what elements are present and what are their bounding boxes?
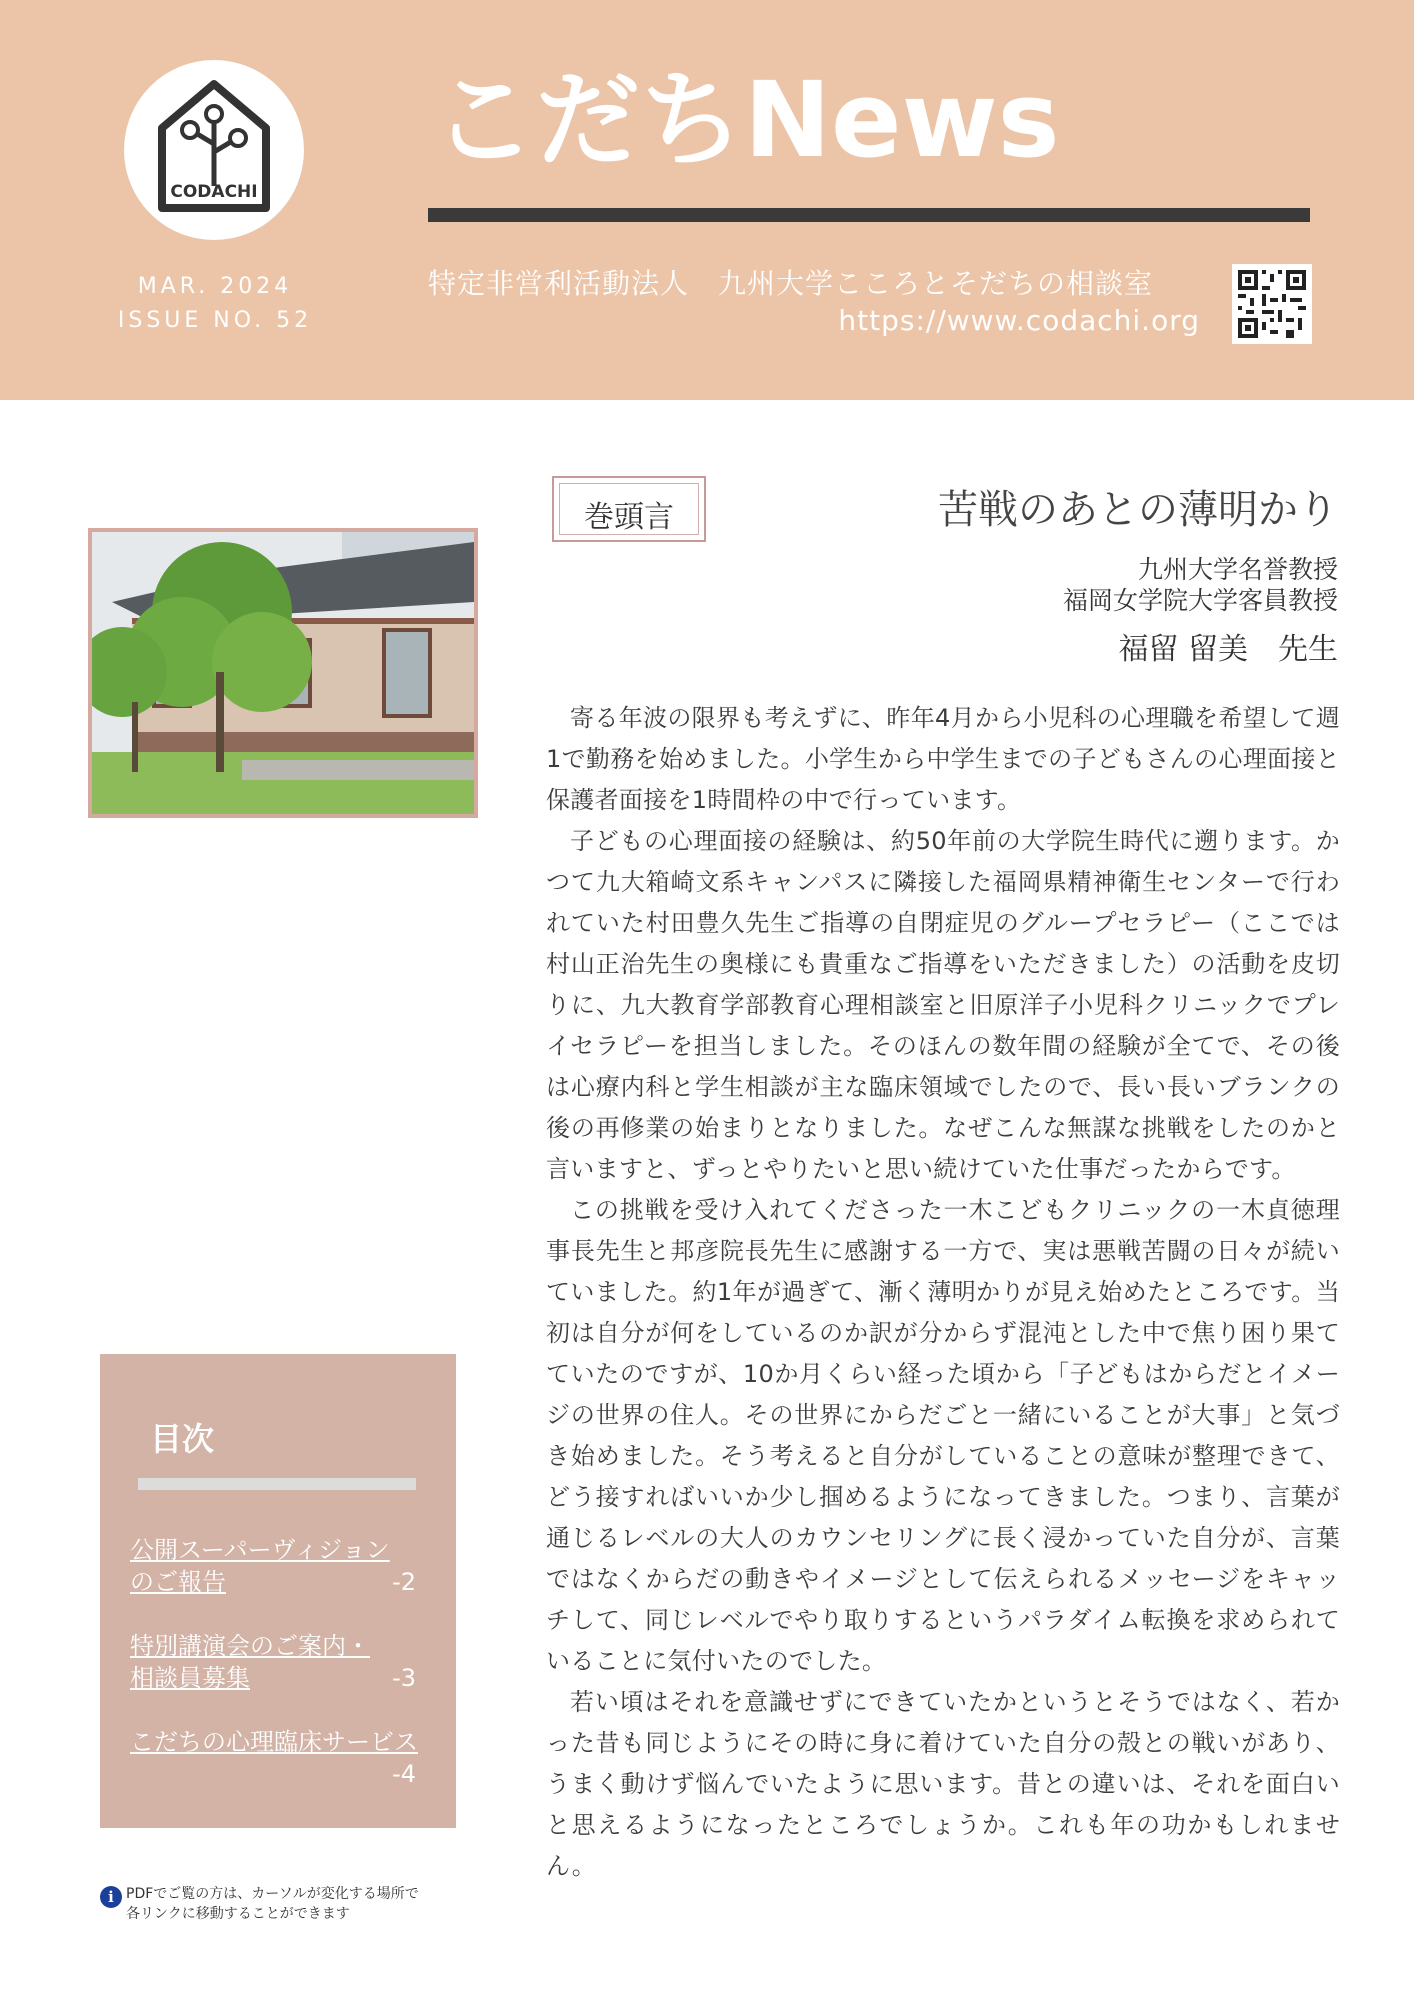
author-affiliation: [900, 554, 1338, 616]
issue-number: ISSUE NO. 52: [117, 308, 313, 333]
newsletter-title: こだちNews: [432, 59, 1060, 181]
toc-item-label[interactable]: 公開スーパーヴィジョン: [130, 1536, 390, 1564]
toc-item-label[interactable]: こだちの心理臨床サービス: [130, 1728, 418, 1756]
org-name: 特定非営利活動法人 九州大学こころとそだちの相談室: [428, 267, 1154, 300]
toc-item-lecture[interactable]: [130, 1630, 440, 1694]
section-badge-label: 巻頭言: [584, 500, 674, 535]
issue-date: MAR. 2024: [137, 274, 293, 299]
title-rule: [428, 208, 1310, 222]
toc-item-page: -3: [392, 1664, 416, 1692]
qr-code-icon[interactable]: [1232, 264, 1312, 344]
house-tree-icon: [124, 60, 304, 240]
pdf-note-line: PDFでご覧の方は、カーソルが変化する場所で: [126, 1886, 419, 1902]
author-affiliation-line: 九州大学名誉教授: [1137, 555, 1338, 584]
toc-item-label[interactable]: 特別講演会のご案内・: [130, 1632, 370, 1660]
logo-text: CODACHI: [170, 182, 258, 202]
toc-item-label[interactable]: のご報告: [130, 1568, 226, 1596]
author-name: 福留 留美 先生: [1118, 632, 1338, 667]
org-url-link[interactable]: https://www.codachi.org: [838, 304, 1200, 337]
header-banner: [0, 0, 1414, 400]
article-paragraph: 寄る年波の限界も考えずに、昨年4月から小児科の心理職を希望して週1で勤務を始めました。小学生から中学生までの子どもさんの心理面接と保護者面接を1時間枠の中で行っています。: [546, 704, 1340, 814]
article-title: 苦戦のあとの薄明かり: [938, 487, 1338, 533]
table-of-contents: [100, 1354, 456, 1828]
section-badge: [552, 476, 706, 542]
article-paragraph: 若い頃はそれを意識せずにできていたかというとそうではなく、若かった昔も同じようにその時に身に着けていた自分の殻との戦いがあり、うまく動けず悩んでいたように思います。昔との違いは、それを面白いと思えるようになったところでしょうか。これも年の功かもしれません。: [546, 1688, 1340, 1880]
toc-item-services[interactable]: [130, 1726, 440, 1788]
info-icon: i: [100, 1886, 122, 1908]
pdf-note-line: 各リンクに移動することができます: [126, 1906, 350, 1922]
toc-rule: [138, 1478, 416, 1490]
toc-title: 目次: [150, 1420, 215, 1458]
article-paragraph: この挑戦を受け入れてくださった一木こどもクリニックの一木貞徳理事長先生と邦彦院長先生に感謝する一方で、実は悪戦苦闘の日々が続いていました。約1年が過ぎて、漸く薄明かりが見え始めたところです。当初は自分が何をしているのか訳が分からず混沌とした中で焦り困り果てていたのですが、10か月くらい経った頃から「子どもはからだとイメージの世界の住人。その世界にからだごと一緒にいることが大事」と気づき始めました。そう考えると自分がしていることの意味が整理できて、どう接すればいいか少し掴めるようになってきました。つまり、言葉が通じるレベルの大人のカウンセリングに長く浸かっていた自分が、言葉ではなくからだの動きやイメージとして伝えられるメッセージをキャッチして、同じレベルでやり取りするというパラダイム転換を求められていることに気付いたのでした。: [546, 1196, 1340, 1675]
author-affiliation-line: 福岡女学院大学客員教授: [1062, 586, 1338, 615]
article-body: [546, 698, 1340, 1887]
article-paragraph: 子どもの心理面接の経験は、約50年前の大学院生時代に遡ります。かつて九大箱崎文系キャンパスに隣接した福岡県精神衛生センターで行われていた村田豊久先生ご指導の自閉症児のグループセラピー（ここでは村山正治先生の奥様にも貴重なご指導をいただきました）の活動を皮切りに、九大教育学部教育心理相談室と旧原洋子小児科クリニックでプレイセラピーを担当しました。そのほんの数年間の経験が全てで、その後は心療内科と学生相談が主な臨床領域でしたので、長い長いブランクの後の再修業の始まりとなりました。なぜこんな無謀な挑戦をしたのかと言いますと、ずっとやりたいと思い続けていた仕事だったからです。: [546, 827, 1340, 1183]
toc-item-page: -4: [392, 1760, 416, 1788]
toc-item-label[interactable]: 相談員募集: [130, 1664, 250, 1692]
building-photo: [88, 528, 478, 818]
toc-item-page: -2: [392, 1568, 416, 1596]
codachi-logo: [124, 60, 304, 240]
toc-item-supervision[interactable]: [130, 1534, 440, 1598]
